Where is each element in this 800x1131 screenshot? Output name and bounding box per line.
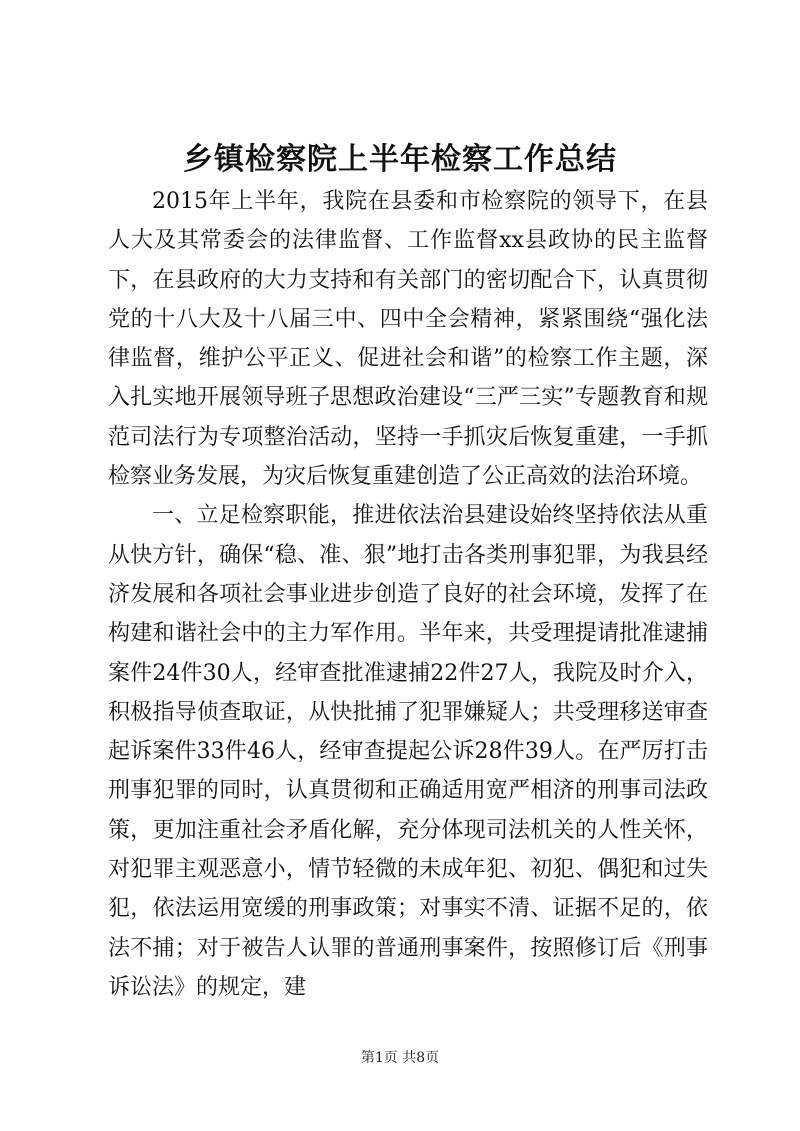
paragraph-section-one: 一、立足检察职能，推进依法治县建设始终坚持依法从重从快方针，确保“稳、准、狠”地打击各类刑事犯罪，为我县经济发展和各项社会事业进步创造了良好的社会环境，发挥了在构建和谐社会中的主力军作用。半年来，共受理提请批准逮捕案件24件30人，经审查批准逮捕22件27人，我院及时介入，积极指导侦查取证，从快批捕了犯罪嫌疑人；共受理移送审查起诉案件33件46人，经审查提起公诉28件39人。在严厉打击刑事犯罪的同时，认真贯彻和正确适用宽严相济的刑事司法政策，更加注重社会矛盾化解，充分体现司法机关的人性关怀，对犯罪主观恶意小，情节轻微的未成年犯、初犯、偶犯和过失犯，依法运用宽缓的刑事政策；对事实不清、证据不足的，依法不捕；对于被告人认罪的普通刑事案件，按照修订后《刑事诉讼法》的规定，建 (108, 503, 708, 1000)
page-number-footer: 第1页 共8页 (360, 1050, 440, 1066)
document-body (108, 182, 708, 1007)
paragraph-intro: 2015年上半年，我院在县委和市检察院的领导下，在县人大及其常委会的法律监督、工作监督xx县政协的民主监督下，在县政府的大力支持和有关部门的密切配合下，认真贯彻党的十八大及十八届三中、四中全会精神，紧紧围绕“强化法律监督，维护公平正义、促进社会和谐”的检察工作主题，深入扎实地开展领导班子思想政治建设“三严三实”专题教育和规范司法行为专项整治活动，坚持一手抓灾后恢复重建，一手抓检察业务发展，为灾后恢复重建创造了公正高效的法治环境。 (108, 189, 708, 490)
document-title: 乡镇检察院上半年检察工作总结 (183, 142, 617, 177)
